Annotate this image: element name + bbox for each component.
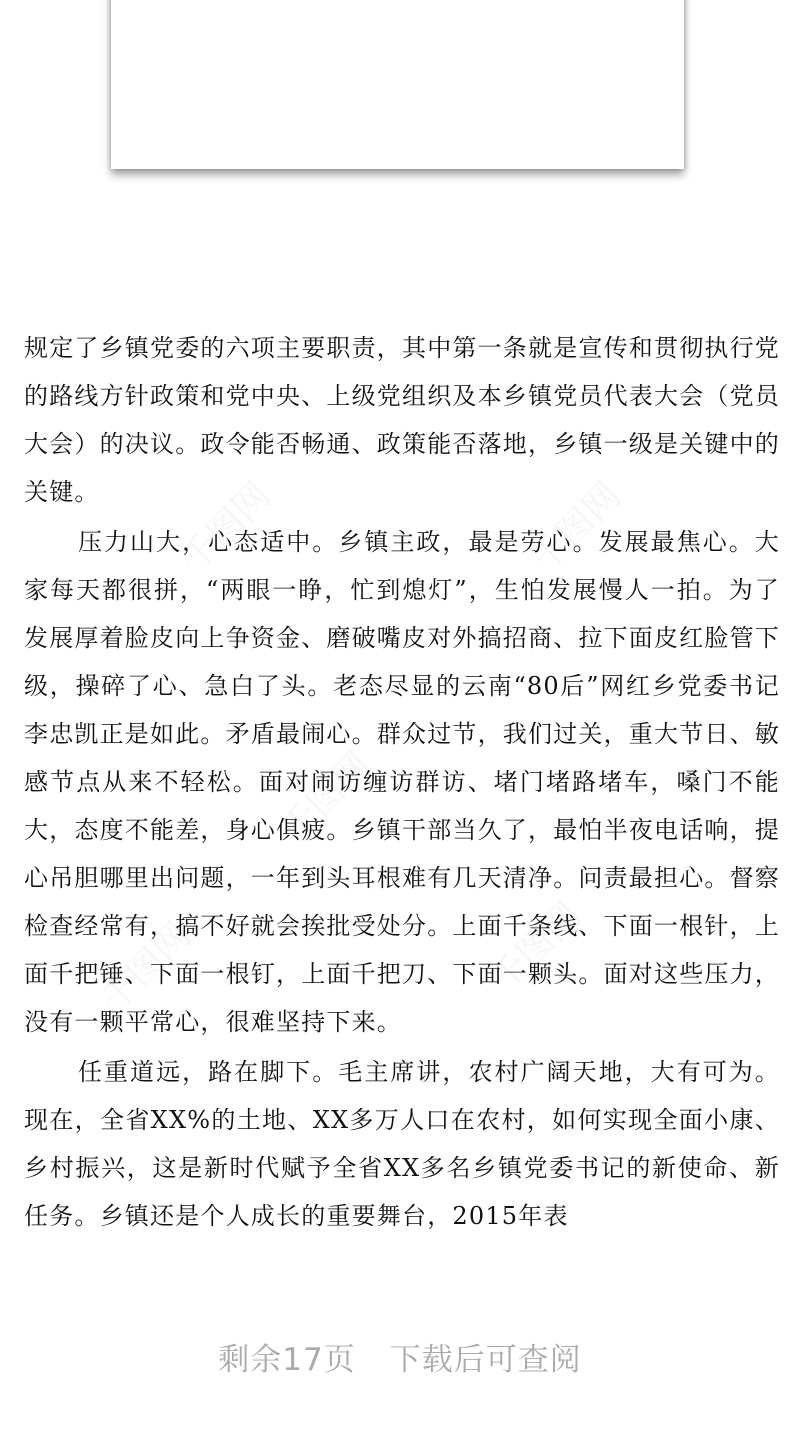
- watermark: 千图网: [273, 744, 379, 851]
- download-hint-label: 下载后可查阅: [389, 1342, 582, 1378]
- watermark: 千图网: [523, 474, 629, 581]
- paragraph: 压力山大，心态适中。乡镇主政，最是劳心。发展最焦心。大家每天都很拼，“两眼一睁，忙到熄灯”，生怕发展慢人一拍。为了发展厚着脸皮向上争资金、磨破嘴皮对外搞招商、拉下面皮红脸管下级，操碎了心、急白了头。老态尽显的云南“80后”网红乡党委书记李忠凯正是如此。矛盾最闹心。群众过节，我们过关，重大节日、敏感节点从来不轻松。面对闹访缠访群访、堵门堵路堵车，嗓门不能大，态度不能差，身心俱疲。乡镇干部当久了，最怕半夜电话响，提心吊胆哪里出问题，一年到头耳根难有几天清净。问责最担心。督察检查经常有，搞不好就会挨批受处分。上面千条线、下面一根针，上面千把锤、下面一根钉，上面千把刀、下面一颗头。面对这些压力，没有一颗平常心，很难坚持下来。: [24, 528, 780, 1036]
- document-body: [24, 324, 780, 1242]
- previous-page-card: [111, 0, 684, 169]
- paragraph: 规定了乡镇党委的六项主要职责，其中第一条就是宣传和贯彻执行党的路线方针政策和党中央、上级党组织及本乡镇党员代表大会（党员大会）的决议。政令能否畅通、政策能否落地，乡镇一级是关键中的关键。: [24, 334, 780, 506]
- download-prompt[interactable]: [0, 1334, 800, 1379]
- remaining-pages-label: 剩余17页: [218, 1342, 356, 1378]
- paragraph: 任重道远，路在脚下。毛主席讲，农村广阔天地，大有可为。现在，全省XX%的土地、XX多万人口在农村，如何实现全面小康、乡村振兴，这是新时代赋予全省XX多名乡镇党委书记的新使命、新任务。乡镇还是个人成长的重要舞台，2015年表: [24, 1058, 780, 1230]
- watermark: 千图网: [93, 914, 199, 1021]
- watermark: 千图网: [483, 894, 589, 1001]
- watermark: 千图网: [173, 474, 279, 581]
